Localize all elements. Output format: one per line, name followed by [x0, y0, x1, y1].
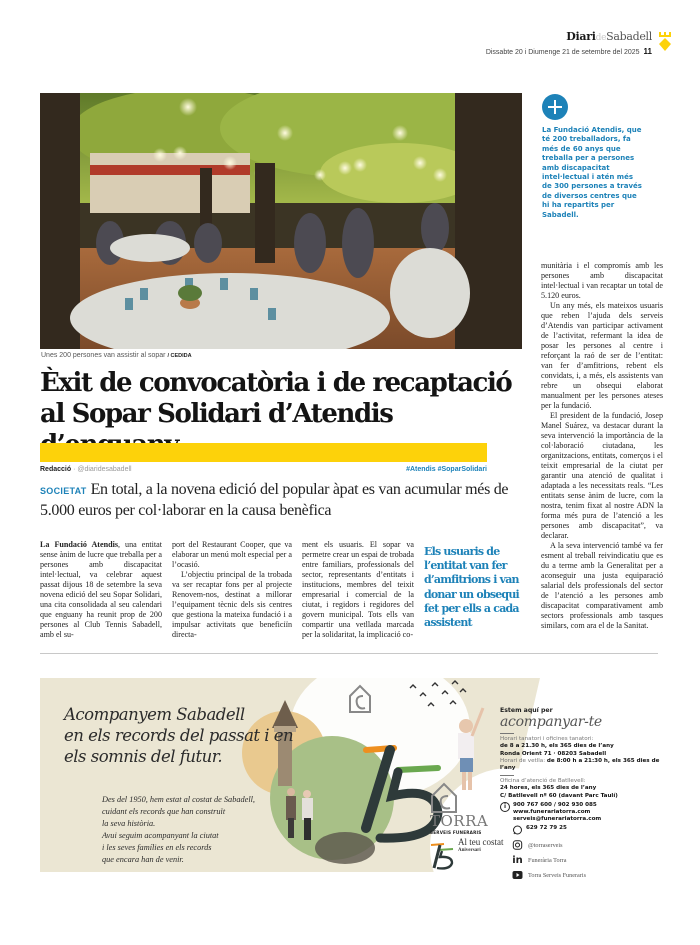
- paragraph: El president de la fundació, Josep Manel Suárez, va destacar durant la seva intervenció la importància de la col·laboració ciutadana, les organitzacions, entitats, comerços i el teixit empresarial de la ciutat per garantir una atenció de qualitat i adaptada a les necessitats reals. “Les entitats sense ànim de lucre, com la nostra, tenim fixat al nostre ADN la forma més pura de l’atenció a les persones amb discapacitat”, va declarar.: [541, 411, 663, 540]
- instagram-row[interactable]: [512, 840, 660, 850]
- office-address: C/ Batllevell nº 60 (davant Parc Taulí): [500, 792, 618, 799]
- linkedin-icon: in: [512, 854, 523, 866]
- section-label[interactable]: SOCIETAT: [40, 486, 87, 496]
- hours-block: [500, 736, 660, 772]
- page-number: 11: [643, 47, 652, 56]
- ad-headline: [64, 704, 314, 767]
- torra-slogan: Al teu costat: [458, 837, 504, 847]
- website-link[interactable]: www.funerariatorra.com: [513, 809, 591, 816]
- paragraph: ment els usuaris. El sopar va permetre crear un espai de trobada entre familiars, professionals del sector, representants d’entitats i institucions, membres del teixit empresarial i comercial de la ciutat, i regidors i regidores del govern municipal. Tots ells van compartir una vetllada marcada per la solidaritat, la implicació co-: [302, 540, 414, 639]
- headline-line-1: Èxit de convocatòria i de recaptació: [40, 368, 512, 398]
- torra-anniversary: Aniversari: [458, 848, 481, 853]
- ad-line: la seva història.: [102, 819, 156, 828]
- ad-headline-line-3: els somnis del futur.: [64, 747, 223, 766]
- paragraph: L’objectiu principal de la trobada va ser recaptar fons per al projecte Renovem-nos, destinat a millorar l’equipament tècnic dels sis centres que gestiona la mateixa fundació i a impulsar activitats que beneficiïn directa-: [172, 570, 292, 639]
- phone-numbers[interactable]: 900 767 600 / 902 930 085: [513, 801, 597, 808]
- info-big: acompanyar-te: [500, 714, 602, 731]
- office-hours: 24 hores, els 365 dies de l’any: [500, 785, 597, 792]
- author: Redacció: [40, 466, 72, 473]
- info-lead: Estem aquí per: [500, 707, 553, 714]
- dateline: [486, 47, 652, 56]
- article-column-4: [541, 261, 663, 631]
- photo-credit: / CEDIDA: [167, 353, 192, 359]
- paragraph: Un any més, els mateixos usuaris que reben l’ajuda dels serveis d’Atendis van participar activament de l’activitat, refermant la idea de posar les persones al centre i reforçant la raó de ser de l’entitat: van fer d’amfitrions, rebent els convidats, i, a més, els assistents van rebre un obsequi elaborat manualment per les persones ateses per la fundació.: [541, 301, 663, 410]
- paragraph: A la seva intervenció també va fer esment al treball reivindicatiu que es du a terme amb la Generalitat per a aconseguir una justa equiparació salarial dels professionals del sector de l’atenció a les persones amb discapacitat comparativament amb sectors professionals amb tasques similars, com ara el de la Sanitat.: [541, 541, 663, 630]
- torra-brand-sub: SERVEIS FUNERARIS: [430, 830, 482, 835]
- ad-line: cuidant els records que han construït: [102, 807, 226, 816]
- hours-label: Horari tanatori i oficines tanatori:: [500, 736, 594, 743]
- address: Ronda Orient 71 · 08203 Sabadell: [500, 750, 607, 757]
- article-subhead: [40, 480, 510, 520]
- section-divider: [40, 653, 658, 654]
- ad-line: Avui seguim acompanyant la ciutat: [102, 831, 219, 840]
- ad-line: i les seves famílies en els records: [102, 843, 212, 852]
- instagram-icon: [512, 840, 523, 850]
- ad-contact-info: [500, 707, 660, 880]
- brand-last: Sabadell: [606, 30, 652, 43]
- torra-brand: TORRA: [430, 812, 489, 830]
- youtube-name: Torra Serveis Funeraris: [528, 871, 586, 879]
- masthead: [486, 30, 652, 56]
- article-column-1: [40, 540, 162, 640]
- linkedin-row[interactable]: [512, 855, 660, 865]
- brand-first: Diari: [566, 30, 596, 43]
- caption-text: Unes 200 persones van assistir al sopar: [41, 352, 166, 359]
- paragraph-text: , una entitat sense ànim de lucre que treballa per a persones amb discapacitat intel·lectual, va celebrar aquest passat dijous 18 de setembre la seva novena edició del seu Sopar Solidari, una cita consolidada al seu calendari que enguany ha reunit prop de 200 persones al Club Tennis Sabadell, amb el su-: [40, 540, 163, 639]
- newspaper-logo[interactable]: [486, 30, 652, 43]
- ad-body: [102, 794, 302, 866]
- divider: [500, 733, 514, 734]
- ad-headline-line-1: Acompanyem Sabadell: [64, 705, 245, 724]
- author-handle[interactable]: @diaridesabadell: [77, 466, 132, 473]
- youtube-row[interactable]: [512, 870, 660, 880]
- ad-line: que encara han de venir.: [102, 855, 184, 864]
- brand-de: de: [595, 33, 607, 43]
- whatsapp-number[interactable]: 629 72 79 25: [526, 825, 567, 832]
- issue-date: Dissabte 20 i Diumenge 21 de setembre del 2025: [485, 49, 640, 56]
- byline-separator: ·: [73, 466, 76, 473]
- highlight-bar: [40, 443, 487, 462]
- linkedin-name: Funerària Torra: [528, 856, 567, 864]
- byline: [40, 466, 132, 473]
- vigil-label: Horari de vetlla:: [500, 757, 546, 764]
- whatsapp-icon: [512, 825, 523, 835]
- subhead-text: En total, a la novena edició del popular àpat es van acumular més de 5.000 euros per col·laborar en la causa benèfica: [40, 481, 509, 519]
- office-block: [500, 778, 660, 800]
- lead-in: La Fundació Atendis: [40, 540, 118, 549]
- whatsapp-row: [512, 825, 660, 835]
- dinner-photo: [40, 93, 522, 349]
- paragraph: port del Restaurant Cooper, que va elaborar un menú molt especial per a l’ocasió.: [172, 540, 292, 569]
- ad-headline-line-2: en els records del passat i en: [64, 726, 294, 745]
- ad-line: Des del 1950, hem estat al costat de Sabadell,: [102, 795, 256, 804]
- article-column-2: [172, 540, 292, 640]
- article-column-3: [302, 540, 414, 640]
- office-label: Oficina d’atenció de Batllevell:: [500, 778, 586, 785]
- photo-caption: [41, 352, 192, 359]
- youtube-icon: [512, 870, 523, 880]
- email-link[interactable]: serveis@funerariatorra.com: [513, 816, 602, 823]
- headline-line-2: al Sopar Solidari d’Atendis: [40, 399, 393, 429]
- info-icon: i: [500, 802, 510, 812]
- sabadell-coat-of-arms-icon: [658, 32, 672, 52]
- instagram-handle: @torraserveis: [528, 841, 563, 849]
- sidebar-fact-box: La Fundació Atendis, que té 200 treballadors, fa més de 60 anys que treballa per a persones amb discapacitat intel·lectual i atén més de 300 persones a través de diversos centres que hi ha repartits per Sabadell.: [542, 126, 642, 219]
- article-tags[interactable]: #Atendis #SoparSolidari: [406, 466, 487, 473]
- contact-row: [500, 802, 660, 824]
- vigil-value: de 8:00 h a 21:30 h, els 365 dies de l’any: [500, 757, 660, 772]
- paragraph: munitària i el compromís amb les persones amb discapacitat intel·lectual i van recaptar un total de 5.120 euros.: [541, 261, 663, 300]
- paragraph: [40, 540, 162, 640]
- plus-icon: [542, 94, 568, 120]
- hours-value: de 8 a 21.30 h, els 365 dies de l’any: [500, 743, 614, 750]
- divider: [500, 775, 514, 776]
- pull-quote: Els usuaris de l’entitat van fer d’amfitrions i van donar un obsequi fet per ells a cada assistent: [424, 545, 519, 630]
